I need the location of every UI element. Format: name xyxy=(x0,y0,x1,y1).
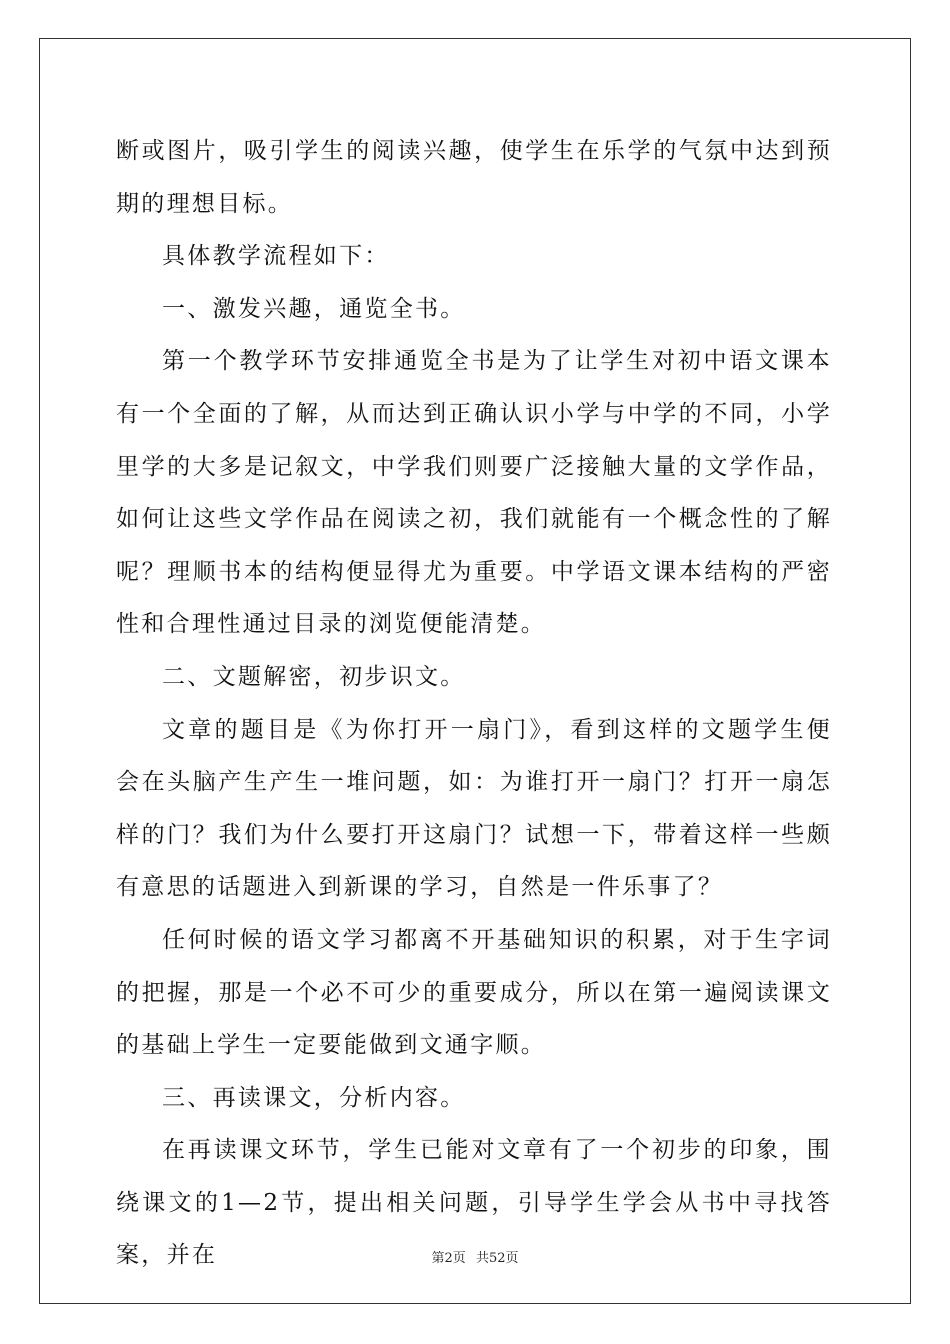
section-heading-1: 一、激发兴趣，通览全书。 xyxy=(162,295,466,322)
page-total: 共52页 xyxy=(475,1251,519,1266)
paragraph-1: 断或图片，吸引学生的阅读兴趣，使学生在乐学的气氛中达到预期的理想目标。 xyxy=(116,138,832,217)
paragraph-6: 在再读课文环节，学生已能对文章有了一个初步的印象，围绕课文的1—2节，提出相关问题，引导学生学会从书中寻找答案，并在 xyxy=(116,1137,832,1269)
section-heading-3: 三、再读课文，分析内容。 xyxy=(162,1084,466,1111)
page-number: 第2页 xyxy=(431,1251,466,1266)
section-heading-2: 二、文题解密，初步识文。 xyxy=(162,663,466,690)
paragraph-3: 第一个教学环节安排通览全书是为了让学生对初中语文课本有一个全面的了解，从而达到正确认识小学与中学的不同，小学里学的大多是记叙文，中学我们则要广泛接触大量的文学作品，如何让这些文学作品在阅读之初，我们就能有一个概念性的了解呢？理顺书本的结构便显得尤为重要。中学语文课本结构的严密性和合理性通过目录的浏览便能清楚。 xyxy=(116,348,832,638)
page-footer xyxy=(0,1247,950,1266)
paragraph-4: 文章的题目是《为你打开一扇门》，看到这样的文题学生便会在头脑产生产生一堆问题，如：为谁打开一扇门？打开一扇怎样的门？我们为什么要打开这扇门？试想一下，带着这样一些颇有意思的话题进入到新课的学习，自然是一件乐事了？ xyxy=(116,716,832,901)
paragraph-2: 具体教学流程如下： xyxy=(162,243,390,270)
document-body xyxy=(116,125,832,1282)
paragraph-5: 任何时候的语文学习都离不开基础知识的积累，对于生字词的把握，那是一个必不可少的重要成分，所以在第一遍阅读课文的基础上学生一定要能做到文通字顺。 xyxy=(116,926,832,1059)
